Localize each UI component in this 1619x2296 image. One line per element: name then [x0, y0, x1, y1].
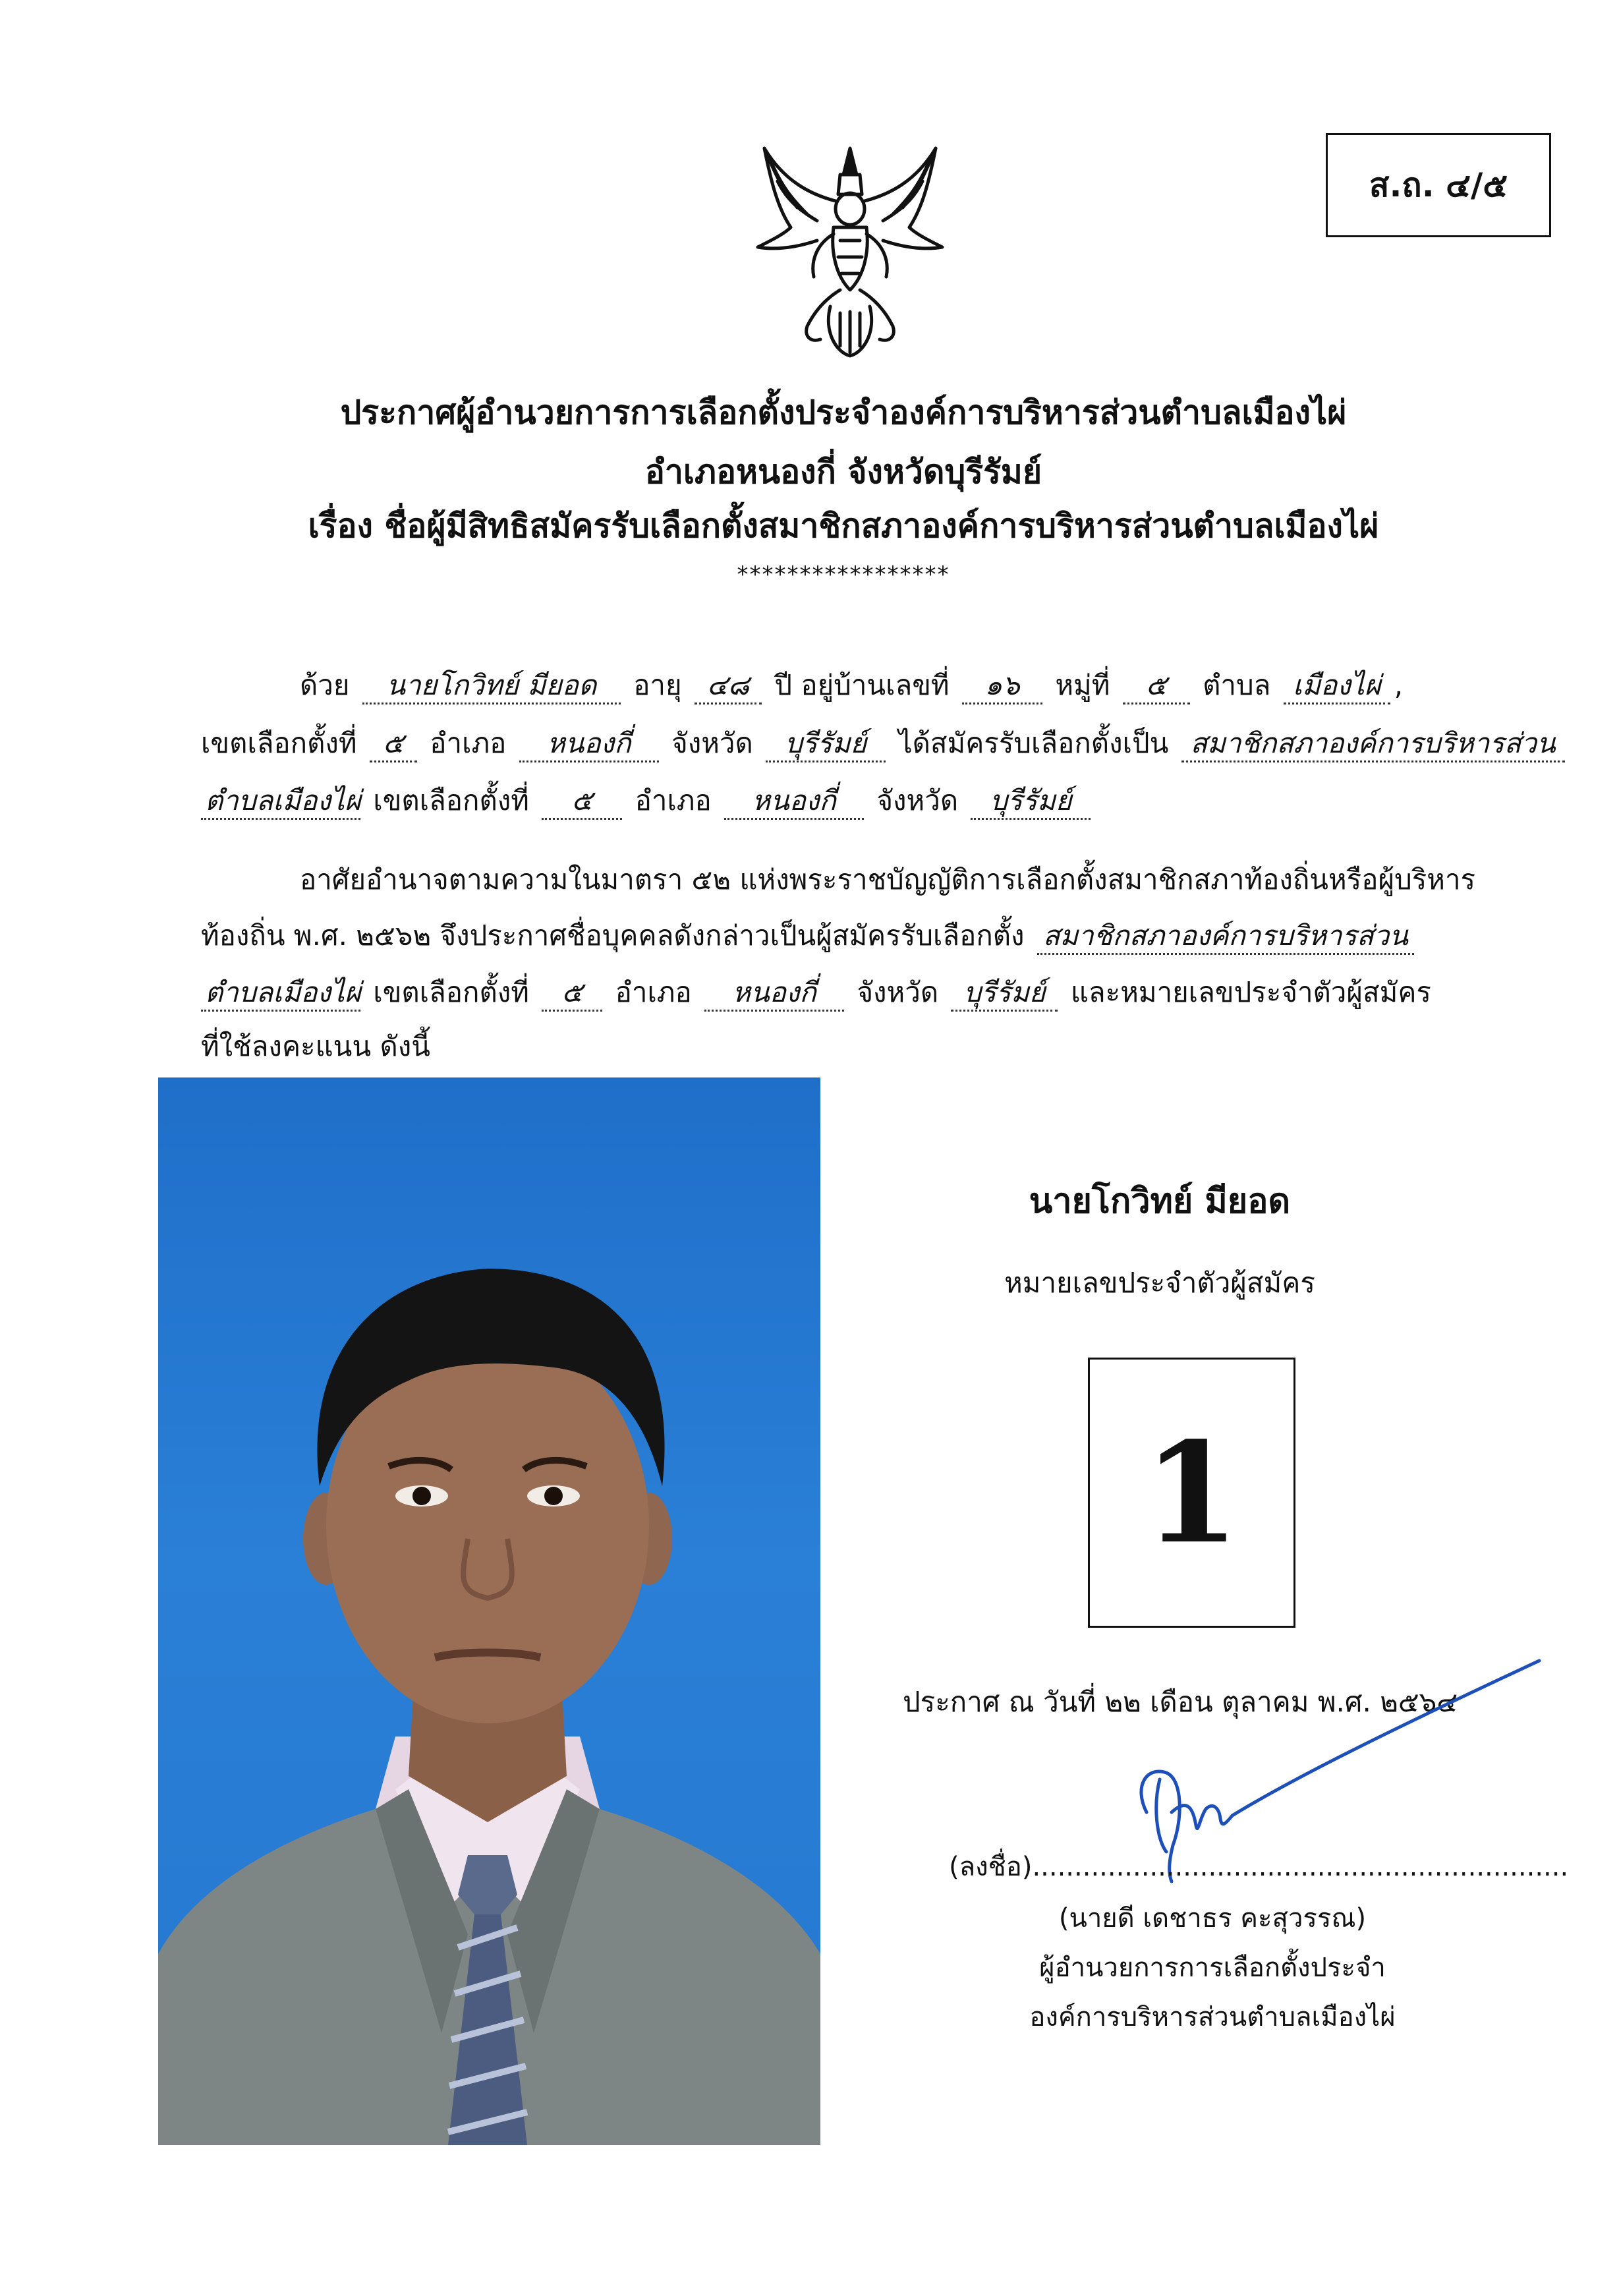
header-stars: ***************** — [737, 561, 950, 588]
para1-line-3: ตำบลเมืองไผ่ เขตเลือกตั้งที่ ๕ อำเภอ หนองกี่ จังหวัด บุรีรัมย์ — [201, 781, 1094, 820]
para1-line-2: เขตเลือกตั้งที่ ๕ อำเภอ หนองกี่ จังหวัด บุรีรัมย์ ได้สมัครรับเลือกตั้งเป็น สมาชิกสภาองค์การบริหารส่วน — [201, 724, 1569, 763]
moo-field: ๕ — [1123, 668, 1190, 704]
province-field-2: บุรีรัมย์ — [971, 784, 1091, 820]
para2-line-3: ตำบลเมืองไผ่ เขตเลือกตั้งที่ ๕ อำเภอ หนองกี่ จังหวัด บุรีรัมย์ และหมายเลขประจำตัวผู้สมัคร — [201, 973, 1431, 1012]
province-field-3: บุรีรัมย์ — [951, 975, 1058, 1012]
header-line-1: ประกาศผู้อำนวยการการเลือกตั้งประจำองค์การบริหารส่วนตำบลเมืองไผ่ — [340, 393, 1347, 432]
candidate-number-box — [1088, 1358, 1295, 1628]
announcement-date: ประกาศ ณ วันที่ ๒๒ เดือน ตุลาคม พ.ศ. ๒๕๖๔ — [903, 1686, 1458, 1718]
signer-name: (นายดี เดชาธร คะสุวรรณ) — [1058, 1903, 1367, 1934]
age-field: ๔๘ — [695, 668, 762, 704]
candidate-number: 1 — [1143, 1411, 1240, 1574]
amphoe-field: หนองกี่ — [519, 726, 659, 762]
form-code: ส.ถ. ๔/๕ — [1369, 165, 1508, 204]
para2-line-2: ท้องถิ่น พ.ศ. ๒๕๖๒ จึงประกาศชื่อบุคคลดังกล่าวเป็นผู้สมัครรับเลือกตั้ง สมาชิกสภาองค์การบริหารส่วน — [201, 916, 1418, 956]
header-line-2: อำเภอหนองกี่ จังหวัดบุรีรัมย์ — [644, 453, 1042, 491]
candidate-name-field: นายโกวิทย์ มียอด — [362, 668, 621, 704]
position-field-cont: ตำบลเมืองไผ่ — [201, 784, 360, 820]
amphoe-field-3: หนองกี่ — [704, 975, 844, 1012]
zone-field-2: ๕ — [542, 784, 622, 820]
position-field-3-cont: ตำบลเมืองไผ่ — [201, 975, 360, 1012]
sign-label: (ลงชื่อ) — [949, 1852, 1033, 1882]
zone-field-3: ๕ — [542, 975, 602, 1012]
para2-line-4: ที่ใช้ลงคะแนน ดังนี้ — [201, 1030, 430, 1062]
house-number-field: ๑๖ — [962, 668, 1042, 704]
candidate-portrait-icon — [158, 1077, 820, 2145]
signer-title-2: องค์การบริหารส่วนตำบลเมืองไผ่ — [1029, 2002, 1396, 2032]
candidate-name: นายโกวิทย์ มียอด — [1029, 1182, 1291, 1221]
position-field: สมาชิกสภาองค์การบริหารส่วน — [1181, 726, 1565, 762]
position-field-3: สมาชิกสภาองค์การบริหารส่วน — [1037, 919, 1414, 955]
candidate-photo — [158, 1077, 820, 2145]
tambon-field: เมืองไผ่ — [1284, 668, 1390, 704]
amphoe-field-2: หนองกี่ — [724, 784, 864, 820]
signer-title-1: ผู้อำนวยการการเลือกตั้งประจำ — [1039, 1953, 1386, 1983]
para1-line-1: ด้วย นายโกวิทย์ มียอด อายุ ๔๘ ปี อยู่บ้านเลขที่ ๑๖ หมู่ที่ ๕ ตำบล เมืองไผ่ , — [300, 666, 1403, 705]
garuda-emblem-icon — [745, 135, 955, 362]
sign-dots: ................................................................ — [1032, 1852, 1569, 1882]
form-code-box — [1326, 133, 1551, 237]
province-field: บุรีรัมย์ — [766, 726, 886, 762]
zone-field: ๕ — [370, 726, 417, 762]
para2-line-1: อาศัยอำนาจตามความในมาตรา ๕๒ แห่งพระราชบัญญัติการเลือกตั้งสมาชิกสภาท้องถิ่นหรือผู้บริหาร — [300, 863, 1476, 896]
signature-line — [949, 1845, 1568, 1887]
header-line-3: เรื่อง ชื่อผู้มีสิทธิสมัครรับเลือกตั้งสมาชิกสภาองค์การบริหารส่วนตำบลเมืองไผ่ — [308, 507, 1379, 545]
candidate-number-label: หมายเลขประจำตัวผู้สมัคร — [1004, 1267, 1315, 1299]
